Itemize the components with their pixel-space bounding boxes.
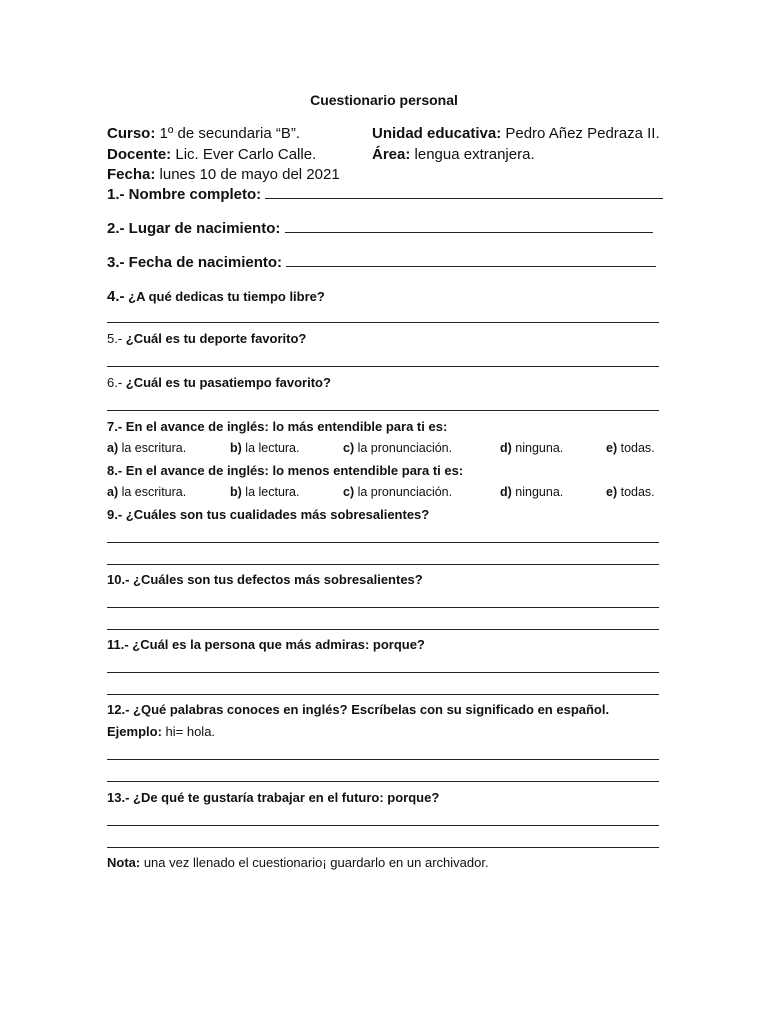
question-11-text: 11.- ¿Cuál es la persona que más admiras: porque?: [107, 637, 425, 652]
area-row: [372, 146, 535, 163]
question-9-text: 9.- ¿Cuáles son tus cualidades más sobresalientes?: [107, 507, 430, 522]
question-4-text: ¿A qué dedicas tu tiempo libre?: [124, 289, 325, 304]
question-5: [107, 331, 306, 346]
question-7-text: 7.- En el avance de inglés: lo más entendible para ti es:: [107, 419, 448, 434]
example-label: Ejemplo:: [107, 724, 162, 739]
option-b-8[interactable]: [230, 485, 299, 499]
fecha-value: lunes 10 de mayo del 2021: [155, 166, 340, 183]
docente-label: Docente:: [107, 146, 172, 163]
answer-line-13a[interactable]: [107, 825, 659, 826]
answer-blank-3[interactable]: [286, 254, 656, 267]
question-7: [107, 419, 447, 434]
option-letter: a): [107, 441, 119, 455]
unidad-row: [372, 125, 660, 142]
docente-value: Lic. Ever Carlo Calle.: [171, 146, 317, 163]
option-letter: b): [230, 485, 242, 499]
option-letter: a): [107, 485, 119, 499]
question-8-text: 8.- En el avance de inglés: lo menos entendible para ti es:: [107, 463, 464, 478]
question-12-text: 12.- ¿Qué palabras conoces en inglés? Escríbelas con su significado en español.: [107, 702, 610, 717]
question-13: [107, 790, 439, 805]
answer-blank-1[interactable]: [265, 186, 663, 199]
question-5-number: 5.-: [107, 331, 123, 346]
question-2: [107, 220, 653, 237]
curso-label: Curso:: [107, 125, 156, 142]
area-label: Área:: [372, 146, 411, 163]
docente-row: [107, 146, 316, 163]
option-text: la escritura.: [118, 485, 187, 499]
answer-line-4[interactable]: [107, 322, 659, 323]
option-text: la pronunciación.: [354, 485, 453, 499]
unidad-label: Unidad educativa:: [372, 125, 502, 142]
answer-line-10a[interactable]: [107, 607, 659, 608]
answer-blank-2[interactable]: [285, 220, 653, 233]
fecha-label: Fecha:: [107, 166, 156, 183]
note-row: [107, 855, 489, 870]
question-5-text: ¿Cuál es tu deporte favorito?: [122, 331, 307, 346]
answer-line-12a[interactable]: [107, 759, 659, 760]
curso-value: 1º de secundaria “B”.: [155, 125, 301, 142]
question-1-label: 1.- Nombre completo:: [107, 186, 266, 203]
option-letter: b): [230, 441, 242, 455]
option-letter: e): [606, 441, 618, 455]
question-9: [107, 507, 429, 522]
option-letter: c): [343, 441, 355, 455]
question-6-text: ¿Cuál es tu pasatiempo favorito?: [122, 375, 331, 390]
note-value: una vez llenado el cuestionario¡ guardarlo en un archivador.: [140, 855, 489, 870]
option-c-7[interactable]: [343, 441, 452, 455]
answer-line-5[interactable]: [107, 366, 659, 367]
option-text: la lectura.: [241, 485, 300, 499]
option-text: la pronunciación.: [354, 441, 453, 455]
question-1: [107, 186, 663, 203]
option-letter: c): [343, 485, 355, 499]
question-12: [107, 702, 609, 717]
question-6: [107, 375, 331, 390]
answer-line-9b[interactable]: [107, 564, 659, 565]
question-8: [107, 463, 463, 478]
answer-line-9a[interactable]: [107, 542, 659, 543]
area-value: lengua extranjera.: [410, 146, 535, 163]
option-letter: e): [606, 485, 618, 499]
question-2-label: 2.- Lugar de nacimiento:: [107, 220, 285, 237]
option-text: ninguna.: [511, 485, 564, 499]
option-d-7[interactable]: [500, 441, 563, 455]
option-text: la escritura.: [118, 441, 187, 455]
option-d-8[interactable]: [500, 485, 563, 499]
unidad-value: Pedro Añez Pedraza II.: [501, 125, 660, 142]
fecha-row: [107, 166, 340, 183]
answer-line-6[interactable]: [107, 410, 659, 411]
option-text: ninguna.: [511, 441, 564, 455]
answer-line-11b[interactable]: [107, 694, 659, 695]
question-11: [107, 637, 425, 652]
question-6-number: 6.-: [107, 375, 123, 390]
answer-line-10b[interactable]: [107, 629, 659, 630]
option-b-7[interactable]: [230, 441, 299, 455]
question-3-label: 3.- Fecha de nacimiento:: [107, 254, 287, 271]
option-e-8[interactable]: [606, 485, 655, 499]
question-3: [107, 254, 656, 271]
curso-row: [107, 125, 300, 142]
option-letter: d): [500, 441, 512, 455]
answer-line-11a[interactable]: [107, 672, 659, 673]
example-row: [107, 724, 215, 739]
page-title: Cuestionario personal: [310, 92, 458, 108]
option-a-7[interactable]: [107, 441, 186, 455]
option-text: la lectura.: [241, 441, 300, 455]
question-10: [107, 572, 423, 587]
answer-line-12b[interactable]: [107, 781, 659, 782]
question-13-text: 13.- ¿De qué te gustaría trabajar en el futuro: porque?: [107, 790, 440, 805]
option-text: todas.: [617, 441, 655, 455]
option-text: todas.: [617, 485, 655, 499]
question-4-number: 4.-: [107, 288, 125, 305]
question-10-text: 10.- ¿Cuáles son tus defectos más sobresalientes?: [107, 572, 423, 587]
option-e-7[interactable]: [606, 441, 655, 455]
question-4: [107, 288, 325, 305]
example-value: hi= hola.: [161, 724, 216, 739]
option-a-8[interactable]: [107, 485, 186, 499]
option-c-8[interactable]: [343, 485, 452, 499]
answer-line-13b[interactable]: [107, 847, 659, 848]
option-letter: d): [500, 485, 512, 499]
note-label: Nota:: [107, 855, 141, 870]
